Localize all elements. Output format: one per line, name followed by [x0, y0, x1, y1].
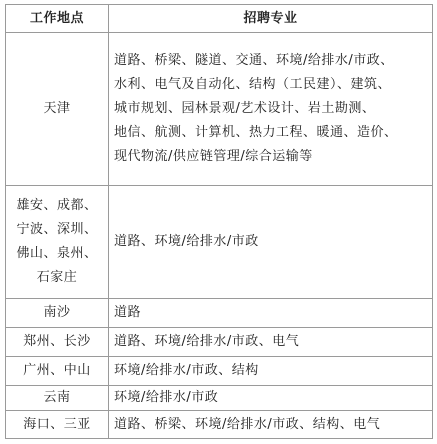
major-cell [109, 386, 433, 411]
location-line: 宁波、深圳、 [16, 222, 98, 237]
location-line: 郑州、长沙 [23, 334, 91, 349]
table-row-yunnan [6, 386, 433, 411]
location-line: 海口、三亚 [23, 416, 91, 432]
table-row-tianjin [6, 33, 433, 186]
location-line: 佛山、泉州、 [16, 246, 98, 261]
major-line: 道路、桥梁、隧道、交通、环境/给排水/市政、 [114, 53, 394, 68]
major-line: 环境/给排水/市政 [114, 390, 219, 405]
major-line: 现代物流/供应链管理/综合运输等 [114, 149, 313, 164]
location-cell [6, 328, 109, 357]
location-cell [6, 411, 109, 439]
major-line: 道路、环境/给排水/市政 [114, 234, 259, 249]
location-cell [6, 33, 109, 186]
table-row-guangzhou-zhongshan [6, 357, 433, 386]
location-line: 广州、中山 [23, 363, 91, 378]
location-line: 石家庄 [36, 270, 78, 285]
header-row [6, 5, 433, 33]
location-line: 南沙 [43, 305, 71, 320]
location-cell [6, 299, 109, 328]
header-recruitment-major: 招聘专业 [109, 5, 433, 33]
table-row-xiongan-group [6, 186, 433, 299]
major-line: 道路、桥梁、环境/给排水/市政、结构、电气 [114, 416, 381, 432]
recruitment-table [5, 4, 433, 439]
major-cell [109, 186, 433, 299]
header-work-location: 工作地点 [6, 5, 109, 33]
recruitment-table-container [5, 4, 432, 439]
major-cell [109, 33, 433, 186]
location-line: 云南 [43, 390, 71, 405]
location-cell [6, 186, 109, 299]
table-row-haikou-sanya [6, 411, 433, 439]
major-line: 环境/给排水/市政、结构 [114, 363, 259, 378]
major-line: 道路 [114, 305, 142, 320]
major-cell [109, 411, 433, 439]
location-line: 天津 [43, 101, 71, 116]
major-line: 城市规划、园林景观/艺术设计、岩土勘测、 [114, 101, 376, 116]
location-line: 雄安、成都、 [16, 198, 98, 213]
major-cell [109, 328, 433, 357]
location-cell [6, 386, 109, 411]
table-row-zhengzhou-changsha [6, 328, 433, 357]
major-line: 道路、环境/给排水/市政、电气 [114, 334, 300, 349]
location-cell [6, 357, 109, 386]
major-line: 地信、航测、计算机、热力工程、暖通、造价、 [114, 125, 398, 140]
major-cell [109, 299, 433, 328]
major-cell [109, 357, 433, 386]
major-line: 水利、电气及自动化、结构（工民建）、建筑、 [114, 77, 392, 92]
table-row-nansha [6, 299, 433, 328]
